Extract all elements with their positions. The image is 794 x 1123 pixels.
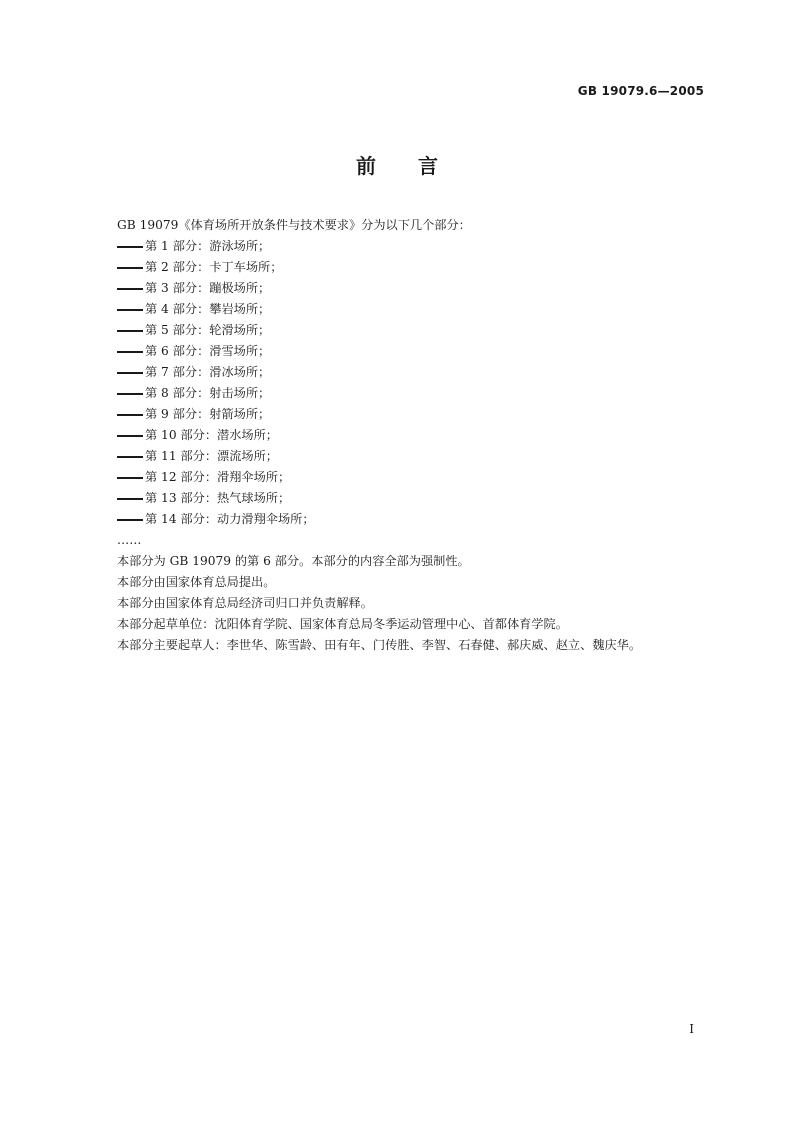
dash-mark	[117, 435, 143, 437]
part-label: 第 6 部分：滑雪场所；	[145, 344, 271, 358]
list-item	[117, 362, 707, 383]
dash-mark	[117, 309, 143, 311]
dash-mark	[117, 456, 143, 458]
dash-mark	[117, 330, 143, 332]
part-label: 第 2 部分：卡丁车场所；	[145, 260, 283, 274]
dash-mark	[117, 414, 143, 416]
part-label: 第 8 部分：射击场所；	[145, 386, 271, 400]
paragraph-responsible: 本部分由国家体育总局经济司归口并负责解释。	[117, 596, 373, 610]
paragraph-scope: 本部分为 GB 19079 的第 6 部分。本部分的内容全部为强制性。	[117, 554, 470, 568]
list-item	[117, 509, 707, 530]
list-item	[117, 446, 707, 467]
list-item	[117, 488, 707, 509]
list-item	[117, 383, 707, 404]
part-label: 第 11 部分：漂流场所；	[145, 449, 278, 463]
part-label: 第 14 部分：动力滑翔伞场所；	[145, 512, 315, 526]
dash-mark	[117, 477, 143, 479]
paragraph-drafters: 本部分主要起草人：李世华、陈雪龄、田有年、门传胜、李智、石春健、郝庆威、赵立、魏庆华。	[117, 638, 642, 652]
dash-mark	[117, 498, 143, 500]
list-item	[117, 425, 707, 446]
paragraph-proposer: 本部分由国家体育总局提出。	[117, 575, 276, 589]
dash-mark	[117, 351, 143, 353]
part-label: 第 7 部分：滑冰场所；	[145, 365, 271, 379]
list-ellipsis: ……	[117, 533, 142, 547]
standard-number: GB 19079.6—2005	[577, 84, 704, 98]
part-label: 第 5 部分：轮滑场所；	[145, 323, 271, 337]
part-label: 第 3 部分：蹦极场所；	[145, 281, 271, 295]
list-item	[117, 236, 707, 257]
list-item	[117, 341, 707, 362]
paragraph-drafting-units: 本部分起草单位：沈阳体育学院、国家体育总局冬季运动管理中心、首都体育学院。	[117, 617, 568, 631]
dash-mark	[117, 267, 143, 269]
page-number: I	[689, 1022, 694, 1036]
intro-text: GB 19079《体育场所开放条件与技术要求》分为以下几个部分：	[117, 218, 471, 232]
part-label: 第 10 部分：潜水场所；	[145, 428, 278, 442]
list-item	[117, 320, 707, 341]
dash-mark	[117, 372, 143, 374]
part-label: 第 12 部分：滑翔伞场所；	[145, 470, 291, 484]
list-item	[117, 467, 707, 488]
part-label: 第 1 部分：游泳场所；	[145, 239, 271, 253]
dash-mark	[117, 393, 143, 395]
list-item	[117, 257, 707, 278]
list-item	[117, 299, 707, 320]
page-title: 前言	[356, 154, 480, 178]
dash-mark	[117, 288, 143, 290]
dash-mark	[117, 246, 143, 248]
part-label: 第 13 部分：热气球场所；	[145, 491, 291, 505]
part-label: 第 4 部分：攀岩场所；	[145, 302, 271, 316]
part-label: 第 9 部分：射箭场所；	[145, 407, 271, 421]
foreword-body	[117, 215, 707, 656]
list-item	[117, 404, 707, 425]
dash-mark	[117, 519, 143, 521]
list-item	[117, 278, 707, 299]
